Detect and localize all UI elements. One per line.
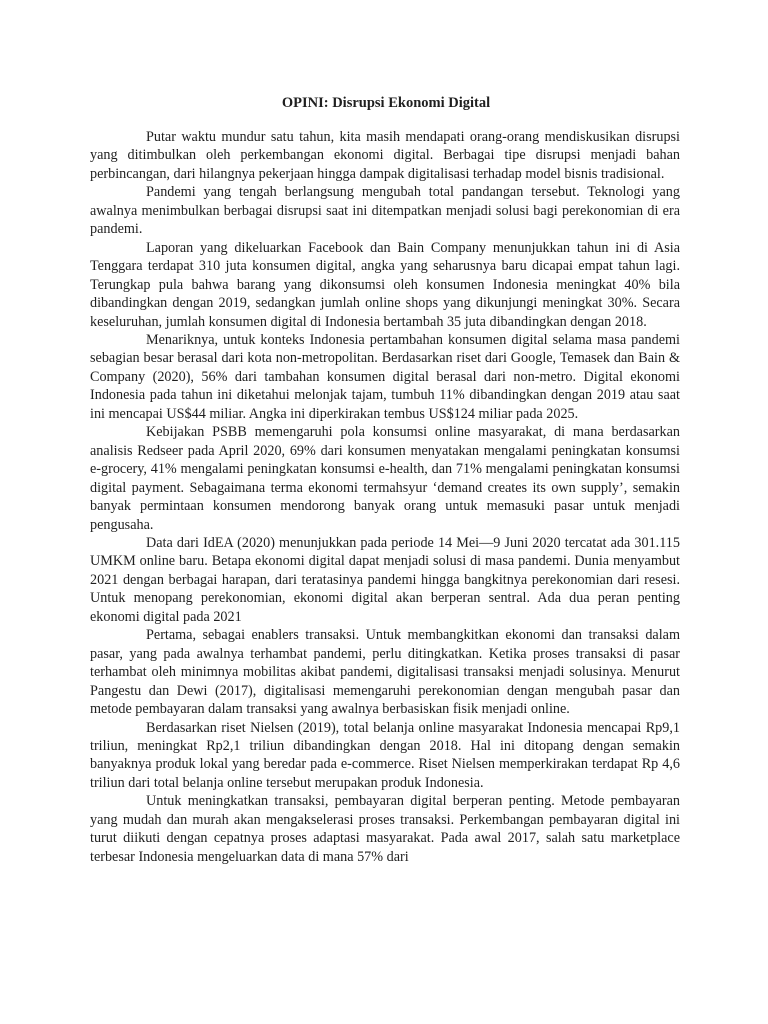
paragraph: Pandemi yang tengah berlangsung mengubah total pandangan tersebut. Teknologi yang awalnya menimbulkan berbagai disrupsi saat ini ditempatkan menjadi solusi bagi perekonomian di era pandemi. (90, 184, 680, 238)
document-body (90, 128, 680, 866)
paragraph: Data dari IdEA (2020) menunjukkan pada periode 14 Mei—9 Juni 2020 tercatat ada 301.115 UMKM online baru. Betapa ekonomi digital dapat menjadi solusi di masa pandemi. Dunia menyambut 2021 dengan berbagai harapan, dari teratasinya pandemi hingga bangkitnya perekonomian dari resesi. Untuk menopang perekonomian, ekonomi digital akan berperan sentral. Ada dua peran penting ekonomi digital pada 2021 (90, 534, 680, 625)
paragraph: Berdasarkan riset Nielsen (2019), total belanja online masyarakat Indonesia mencapai Rp9,1 triliun, meningkat Rp2,1 triliun dibandingkan dengan 2018. Hal ini ditopang dengan semakin banyaknya produk lokal yang beredar pada e-commerce. Riset Nielsen memperkirakan terdapat Rp 4,6 triliun dari total belanja online tersebut merupakan produk Indonesia. (90, 719, 680, 791)
document-title: OPINI: Disrupsi Ekonomi Digital (281, 95, 491, 111)
paragraph: Kebijakan PSBB memengaruhi pola konsumsi online masyarakat, di mana berdasarkan analisis Redseer pada April 2020, 69% dari konsumen menyatakan mengalami peningkatan konsumsi e-grocery, 41% mengalami peningkatan konsumsi e-health, dan 71% mengalami peningkatan konsumsi digital payment. Sebagaimana terma ekonomi termahsyur ‘demand creates its own supply’, semakin banyak permintaan konsumen mendorong banyak orang untuk memasuki pasar untuk menjadi pengusaha. (90, 424, 680, 533)
paragraph: Untuk meningkatkan transaksi, pembayaran digital berperan penting. Metode pembayaran yang mudah dan murah akan mengakselerasi proses transaksi. Perkembangan pembayaran digital ini turut diikuti dengan cepatnya proses adaptasi masyarakat. Pada awal 2017, salah satu marketplace terbesar Indonesia mengeluarkan data di mana 57% dari (90, 793, 680, 865)
paragraph: Menariknya, untuk konteks Indonesia pertambahan konsumen digital selama masa pandemi sebagian besar berasal dari kota non-metropolitan. Berdasarkan riset dari Google, Temasek dan Bain & Company (2020), 56% dari tambahan konsumen digital berasal dari non-metro. Digital ekonomi Indonesia pada tahun ini diketahui melonjak tajam, tumbuh 11% dibandingkan dengan 2019 atau saat ini mencapai US$44 miliar. Angka ini diperkirakan tembus US$124 miliar pada 2025. (90, 331, 680, 422)
paragraph: Putar waktu mundur satu tahun, kita masih mendapati orang-orang mendiskusikan disrupsi yang ditimbulkan oleh perkembangan ekonomi digital. Berbagai tipe disrupsi menjadi bahan perbincangan, dari hilangnya pekerjaan hingga dampak digitalisasi terhadap model bisnis tradisional. (90, 129, 680, 182)
paragraph: Laporan yang dikeluarkan Facebook dan Bain Company menunjukkan tahun ini di Asia Tenggara terdapat 310 juta konsumen digital, angka yang seharusnya baru dicapai empat tahun lagi. Terungkap pula bahwa barang yang dikonsumsi oleh konsumen Indonesia meningkat 40% bila dibandingkan dengan 2019, sedangkan jumlah online shops yang dikunjungi meningkat 30%. Secara keseluruhan, jumlah konsumen digital di Indonesia bertambah 35 juta dibandingkan dengan 2018. (90, 239, 680, 330)
paragraph: Pertama, sebagai enablers transaksi. Untuk membangkitkan ekonomi dan transaksi dalam pasar, yang pada awalnya terhambat pandemi, perlu ditingkatkan. Ketika proses transaksi di pasar terhambat oleh minimnya mobilitas akibat pandemi, digitalisasi transaksi menjadi solusinya. Menurut Pangestu dan Dewi (2017), digitalisasi memengaruhi perekonomian dengan mengubah pasar dan metode pembayaran dalam transaksi yang awalnya berbasiskan fisik menjadi online. (90, 627, 680, 718)
